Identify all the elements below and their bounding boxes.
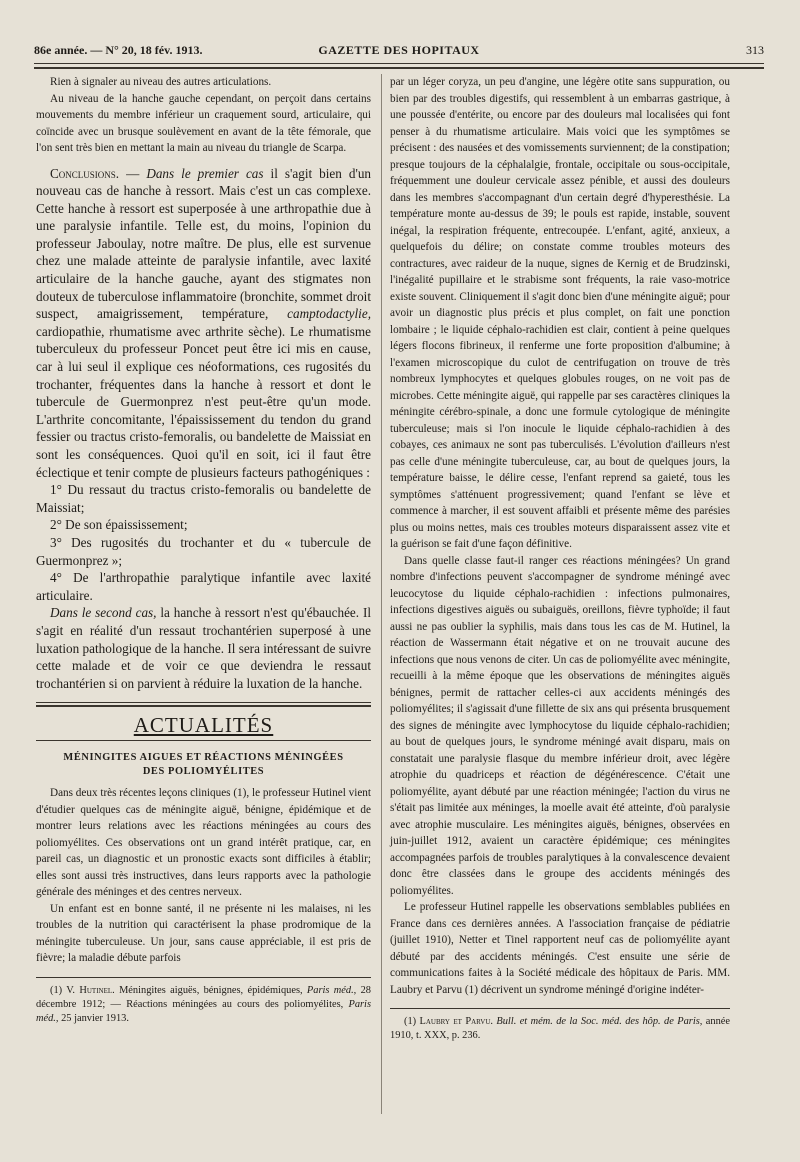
list-item: 1° Du ressaut du tractus cristo-femoralis ou bandelette de Maissiat; bbox=[36, 482, 371, 515]
issue-info: 86e année. — N° 20, 18 fév. 1913. bbox=[34, 43, 203, 57]
footnote-rule bbox=[36, 977, 371, 978]
paragraph: Dans quelle classe faut-il ranger ces réactions méningées? Un grand nombre d'infections peuvent s'accompagner de syndrome méningé avec leucocytose du liquide céphalo-rachidien : infections pulmonaires, infections digestives aiguës ou subaiguës, oreillons, fièvre typhoïde; il faut aussi ne pas oublier la syphilis, mais dans tous les cas de M. Hutinel, la réaction de Wassermann était négative et on ne trouvait aucune des infections que nous venons de citer. Un cas de poliomyélite avec méningite, recueilli à la même époque que les observations de méningites aiguës bénignes, permit de rattacher celles-ci aux accidents méningés des poliomyélites; il s'agissait d'une fillette de six ans qui présenta brusquement des signes de méningite avec lymphocytose du liquide céphalo-rachidien; au bout de quelques jours, le syndrome méningé avait disparu, mais on constatait une paralysie flasque du membre inférieur droit, avec légère atrophie du quadriceps et réaction de dégénérescence. C'était une poliomyélite, ayant débuté par une réaction méningée; l'action du virus ne s'était pas limitée aux méninges, la moelle avait été atteinte, d'où paralysie avec atrophie musculaire. Les méningites aiguës, bénignes, observées en juin-juillet 1912, avaient un caractère épidémique; ces méningites accompagnées parfois de troubles paralytiques à la convalescence devaient donc être classées dans le groupe des accidents méningés des poliomyélites. bbox=[390, 554, 730, 897]
paragraph: Dans deux très récentes leçons cliniques (1), le professeur Hutinel vient d'étudier quelques cas de méningite aiguë, bénigne, épidémique et de montrer leurs relations avec les réactions méningées au cours des poliomyélites. Ces observations ont un grand intérêt pratique, car, en pareil cas, un diagnostic et un pronostic exacts sont difficiles à établir; elles sont aussi très instructives, dans leurs rapports avec la pathologie générale des méninges et des centres nerveux. bbox=[36, 787, 371, 899]
header-rule bbox=[34, 63, 764, 64]
column-divider bbox=[381, 74, 382, 1114]
running-header bbox=[34, 43, 764, 61]
paragraph: par un léger coryza, un peu d'angine, une légère otite sans suppuration, ou bien par des troubles digestifs, qui ressemblent à un embarras gastrique, à une poussée d'entérite, ou encore par des douleurs mal localisées qui font penser à du rhumatisme articulaire. Mais voici que les symptômes se précisent : des nausées et des vomissements surviennent; de la constipation; presque toujours de la céphalalgie, frontale, occipitale ou sous-occipitale, fréquemment une douleur cervicale assez pénible, et aussi des douleurs dans les membres s'accompagnant d'un certain degré d'hyperesthésie. La température monte au-dessus de 39; le pouls est rapide, instable, souvent inégal, la respiration fréquente, entrecoupée. L'enfant, agité, anxieux, a quelquefois du délire; on constate comme troubles moteurs des contractures, avec raideur de la nuque, signes de Kernig et de Brudzinski, l'inégalité pupillaire et le strabisme sont fréquents, la raie vaso-motrice existe souvent. Cliniquement il s'agit donc bien d'une méningite aiguë; pour avoir un diagnostic plus précis et plus complet, on fait une ponction lombaire ; le liquide céphalo-rachidien est clair, contient à peine quelques légers flocons fibrineux, il renferme une forte proposition d'albumine; à l'examen microscopique du culot de centrifugation on trouve de très nombreux lymphocytes et quelques globules rouges, on ne voit pas de microbes. Cette méningite aiguë, qui rappelle par ses caractères cliniques la méningite cérébro-spinale, a donc une formule cytologique de méningite tuberculeuse; mais si l'on inocule le liquide céphalo-rachidien à des cobayes, ces animaux ne sont pas tuberculisés. L'évolution d'ailleurs n'est pas celle d'une méningite tuberculeuse, car, au bout de quelques jours, la température baisse, le délire cesse, l'enfant reprend sa gaieté, tous les symptômes s'atténuent progressivement; quand l'enfant se lève et commence à marcher, il est souvent affaibli et présente même des parésies plus ou moins nettes, mais ces troubles moteurs disparaissent assez vite et la guérison se fait d'une façon définitive. bbox=[390, 76, 730, 550]
paragraph: Rien à signaler au niveau des autres articulations. bbox=[50, 76, 272, 88]
list-item: 4° De l'arthropathie paralytique infantile avec laxité articulaire. bbox=[36, 570, 371, 603]
header-rule-thick bbox=[34, 67, 764, 69]
paragraph: Au niveau de la hanche gauche cependant, on perçoit dans certains mouvements du membre inférieur un craquement sourd, articulaire, qui coïncide avec un brusque soulèvement en avant de la tête fémorale, que l'on sent très bien en mettant la main au niveau du triangle de Scarpa. bbox=[36, 92, 371, 154]
paragraph: Un enfant est en bonne santé, il ne présente ni les malaises, ni les troubles de la nutrition qui caractérisent la phase prodromique de la méningite tuberculeuse. Un jour, sans cause appréciable, il est pris de fièvre; la maladie débute parfois bbox=[36, 902, 371, 965]
section-rule bbox=[36, 740, 371, 741]
paragraph: Le professeur Hutinel rappelle les observations semblables publiées en France dans ces dernières années. A l'association française de pédiatrie (juillet 1910), Netter et Tinel rapportent neuf cas de poliomyélite ayant débuté par des accidents méningés. C'est ensuite une série de communications faites à la Société médicale des hôpitaux de Paris. MM. Laubry et Parvu (1) décrivent un syndrome méningé d'origine indéter- bbox=[390, 901, 730, 996]
section-rule-thick bbox=[36, 705, 371, 707]
list-item: 2° De son épaississement; bbox=[50, 517, 188, 533]
right-column bbox=[390, 74, 730, 1043]
conclusions-paragraph: Conclusions. — Dans le premier cas il s'agit bien d'un nouveau cas de hanche à ressort. Mais c'est un cas complexe. Cette hanche à ressort est superposée à une arthropathie due à une paralysie infantile. Telle est, du moins, l'opinion du professeur Jaboulay, notre maître. De plus, elle est survenue chez une malade atteinte de paralysie infantile, avec laxité articulaire de la hanche gauche, ayant des stigmates non douteux de tuberculose inflammatoire (bronchite, sommet droit suspect, amaigrissement, température, camptodactylie, cardiopathie, rhumatisme avec arthrite sèche). Le rhumatisme tuberculeux du professeur Poncet peut être ici mis en cause, car à lui seul il explique ces néoformations, ces rugosités du trochanter, fréquentes dans la hanche à ressort et dont le tubercule de Guermonprez n'est peut-être qu'un mode. L'arthrite concomitante, l'épaississement du tendon du grand fessier ou tractus cristo-femoralis, ou bandelette de Maissiat en sont les conséquences. Quoi qu'il en soit, ici il faut être éclectique et tenir compte de plusieurs facteurs pathogéniques : bbox=[36, 165, 372, 480]
journal-title: GAZETTE DES HOPITAUX bbox=[318, 43, 480, 57]
footnote: (1) Laubry et Parvu. Bull. et mém. de la Soc. méd. des hôp. de Paris, année 1910, t. XXX, p. 236. bbox=[390, 1016, 730, 1041]
emphasis: Dans le second cas, bbox=[50, 605, 157, 621]
section-title: ACTUALITÉS bbox=[133, 713, 274, 738]
footnote-rule bbox=[390, 1008, 730, 1009]
conclusions-label: Conclusions. bbox=[50, 165, 120, 181]
paragraph: Dans le second cas, la hanche à ressort n'est qu'ébauchée. Il s'agit en réalité d'un ressaut trochantérien superposé à une luxation pathologique de la hanche. Il sera intéressant de suivre cette malade et de voir ce que deviendra le ressaut trochantérien si on parvient à réduire la luxation de la hanche. bbox=[36, 605, 372, 691]
emphasis: camptodactylie, bbox=[287, 306, 371, 322]
list-item: 3° Des rugosités du trochanter et du « tubercule de Guermonprez »; bbox=[36, 534, 371, 568]
page-number: 313 bbox=[746, 43, 764, 57]
article-title: MÉNINGITES AIGUES ET RÉACTIONS MÉNINGÉES DES POLIOMYÉLITES bbox=[63, 752, 344, 778]
emphasis: Dans le premier cas bbox=[146, 165, 264, 181]
footnote: (1) V. Hutinel. Méningites aiguës, bénignes, épidémiques, Paris méd., 28 décembre 1912; — Réactions méningées au cours des poliomyélites, Paris méd., 25 janvier 1913. bbox=[36, 984, 372, 1024]
left-column bbox=[36, 74, 371, 1026]
section-rule bbox=[36, 702, 371, 703]
